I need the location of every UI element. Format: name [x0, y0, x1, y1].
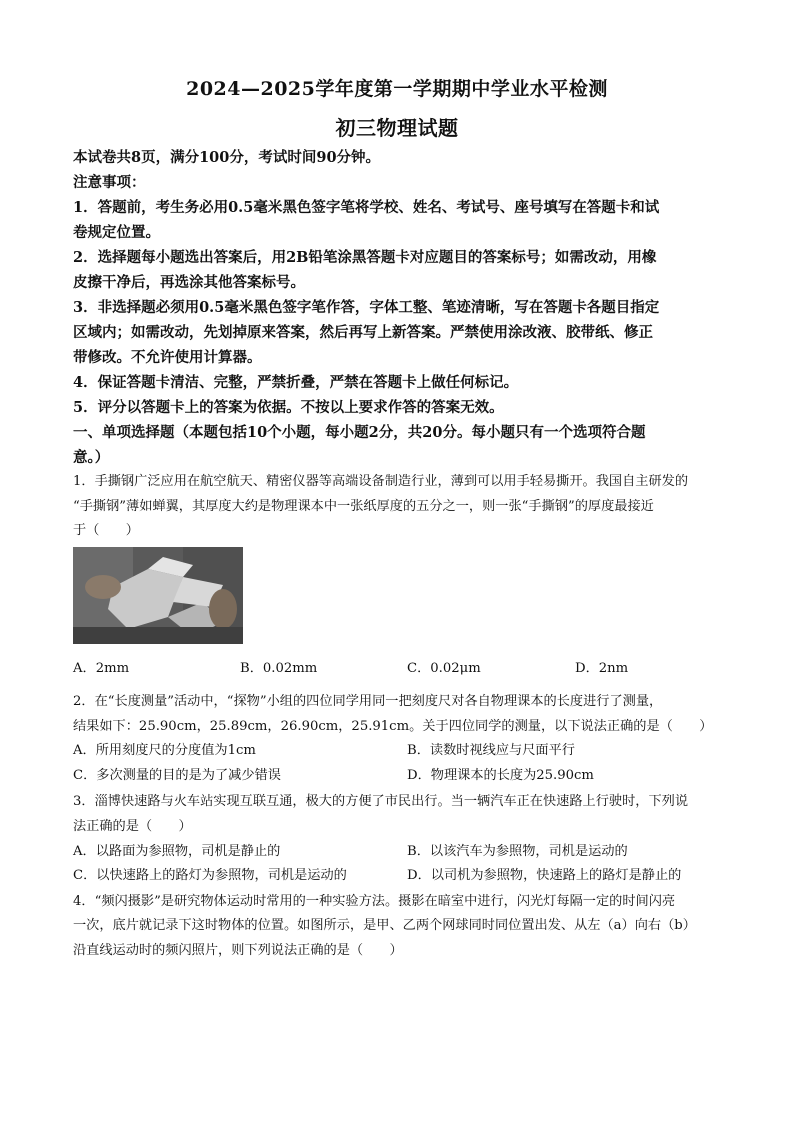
q2-option-d: D．物理课本的长度为25.90cm	[407, 768, 594, 783]
question-4-line-1: 4．“频闪摄影”是研究物体运动时常用的一种实验方法。摄影在暗室中进行，闪光灯每隔一定的时间闪亮	[73, 894, 676, 909]
q2-option-c: C．多次测量的目的是为了减少错误	[73, 768, 281, 783]
question-1-line-1: 1．手撕钢广泛应用在航空航天、精密仪器等高端设备制造行业，薄到可以用手轻易撕开。我国自主研发的	[73, 474, 689, 489]
question-1-line-2: “手撕钢”薄如蝉翼，其厚度大约是物理课本中一张纸厚度的五分之一，则一张“手撕钢”的厚度最接近	[73, 499, 654, 514]
section-1-heading: 一、单项选择题（本题包括10个小题，每小题2分，共20分。每小题只有一个选项符合题	[73, 424, 646, 441]
question-3-line-1: 3．淄博快速路与火车站实现互联互通，极大的方便了市民出行。当一辆汽车正在快速路上行驶时，下列说	[73, 794, 689, 809]
q3-option-b: B．以该汽车为参照物，司机是运动的	[407, 844, 628, 859]
question-4-line-3: 沿直线运动时的频闪照片，则下列说法正确的是（ ）	[73, 943, 403, 958]
question-1-line-3: 于（ ）	[73, 523, 139, 538]
notice-3-line-2: 区域内；如需改动，先划掉原来答案，然后再写上新答案。严禁使用涂改液、胶带纸、修正	[73, 324, 653, 341]
notice-1-line-2: 卷规定位置。	[73, 224, 160, 241]
section-1-heading-cont: 意。）	[73, 449, 110, 466]
q2-option-a: A．所用刻度尺的分度值为1cm	[73, 743, 256, 758]
notice-4: 4．保证答题卡清洁、完整，严禁折叠，严禁在答题卡上做任何标记。	[73, 374, 519, 391]
q2-option-b: B．读数时视线应与尺面平行	[407, 743, 575, 758]
question-2-line-1: 2．在“长度测量”活动中，“探物”小组的四位同学用同一把刻度尺对各自物理课本的长度进行了测量，	[73, 694, 663, 709]
q3-option-a: A．以路面为参照物，司机是静止的	[73, 844, 281, 859]
notice-5: 5．评分以答题卡上的答案为依据。不按以上要求作答的答案无效。	[73, 399, 504, 416]
hand-torn-steel-photo	[73, 547, 243, 644]
notice-heading: 注意事项：	[73, 174, 146, 191]
q1-option-a: A．2mm	[73, 661, 130, 676]
q1-option-c: C．0.02μm	[407, 661, 481, 676]
question-4-line-2: 一次，底片就记录下这时物体的位置。如图所示，是甲、乙两个网球同时同位置出发、从左（a）向右（b）	[73, 918, 696, 933]
steel-foil-image	[73, 547, 243, 644]
question-2-line-2: 结果如下：25.90cm，25.89cm，26.90cm，25.91cm。关于四位同学的测量，以下说法正确的是（ ）	[73, 719, 713, 734]
exam-title: 2024—2025学年度第一学期期中学业水平检测	[186, 78, 608, 100]
notice-1-line-1: 1．答题前，考生务必用0.5毫米黑色签字笔将学校、姓名、考试号、座号填写在答题卡和试	[73, 199, 660, 216]
notice-3-line-1: 3．非选择题必须用0.5毫米黑色签字笔作答，字体工整、笔迹清晰，写在答题卡各题目指定	[73, 299, 660, 316]
q3-option-d: D．以司机为参照物，快速路上的路灯是静止的	[407, 868, 682, 883]
notice-2-line-1: 2．选择题每小题选出答案后，用2B铅笔涂黑答题卡对应题目的答案标号；如需改动，用橡	[73, 249, 657, 266]
q3-option-c: C．以快速路上的路灯为参照物，司机是运动的	[73, 868, 347, 883]
q1-option-d: D．2nm	[575, 661, 629, 676]
notice-3-line-3: 带修改。不允许使用计算器。	[73, 349, 262, 366]
q1-option-b: B．0.02mm	[240, 661, 318, 676]
exam-subtitle: 初三物理试题	[335, 116, 459, 140]
question-3-line-2: 法正确的是（ ）	[73, 819, 192, 834]
exam-info: 本试卷共8页，满分100分，考试时间90分钟。	[73, 149, 381, 166]
notice-2-line-2: 皮擦干净后，再选涂其他答案标号。	[73, 274, 305, 291]
